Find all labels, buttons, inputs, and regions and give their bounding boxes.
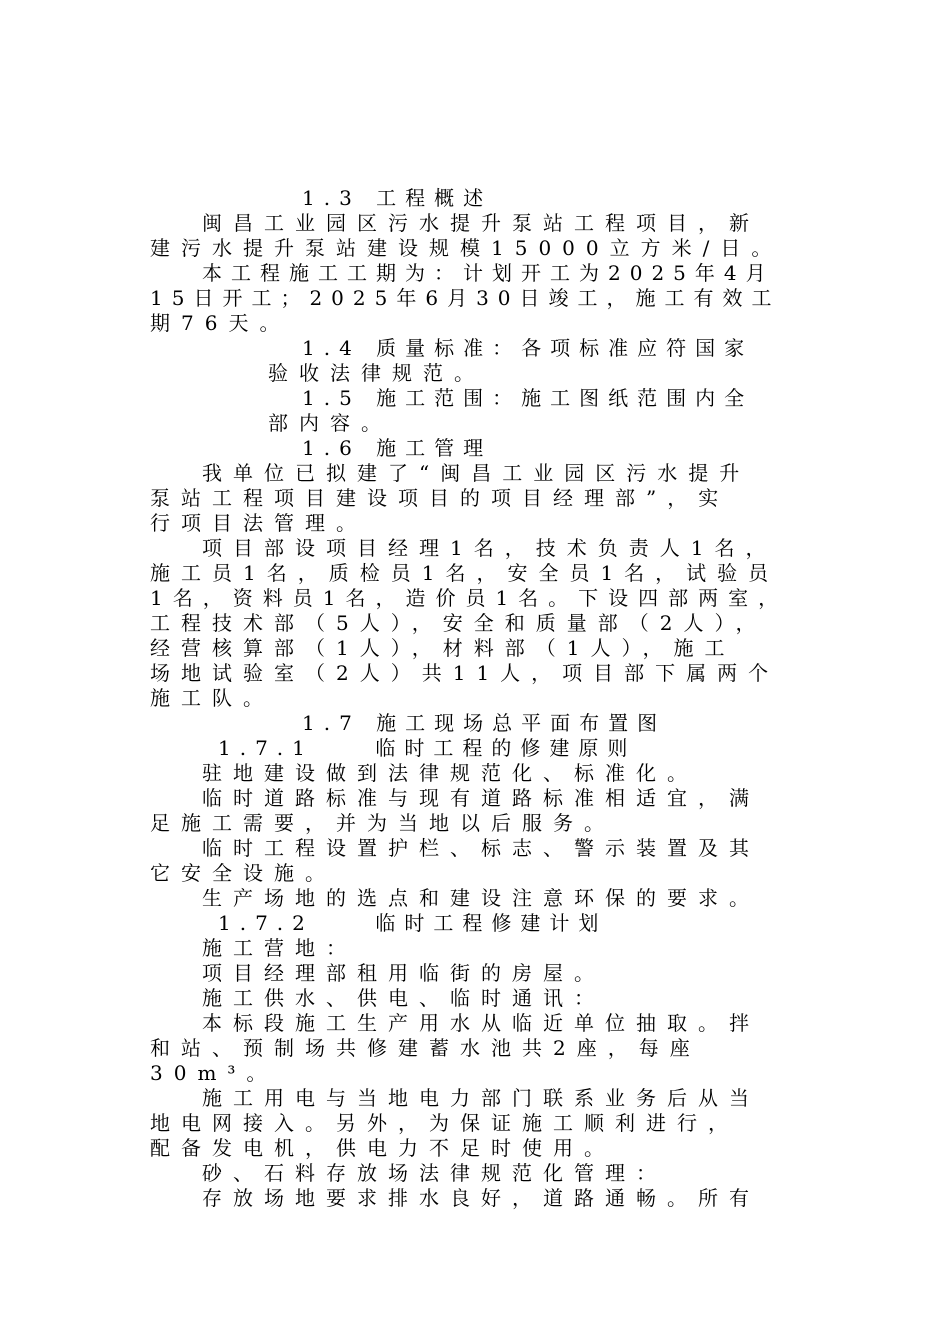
section-heading-1-4: 1.4 质量标准：各项标准应符国家	[302, 336, 754, 360]
paragraph-line: 验收法律规范。	[268, 361, 485, 385]
paragraph-line: 施工用电与当地电力部门联系业务后从当	[202, 1086, 760, 1110]
paragraph-line: 施工队。	[150, 686, 274, 710]
paragraph-line: 建污水提升泵站建设规模15000立方米/日。	[150, 236, 783, 260]
paragraph-line: 临时道路标准与现有道路标准相适宜，满	[202, 786, 760, 810]
paragraph-line: 驻地建设做到法律规范化、标准化。	[202, 761, 698, 785]
paragraph-line: 本标段施工生产用水从临近单位抽取。拌	[202, 1011, 760, 1035]
paragraph-line: 和站、预制场共修建蓄水池共2座，每座	[150, 1036, 701, 1060]
paragraph-line: 配备发电机，供电力不足时使用。	[150, 1136, 615, 1160]
paragraph-line: 施工供水、供电、临时通讯：	[202, 986, 605, 1010]
section-heading-1-5: 1.5 施工范围：施工图纸范围内全	[302, 386, 754, 410]
paragraph-line: 泵站工程项目建设项目的项目经理部”，实	[150, 486, 730, 510]
paragraph-line: 部内容。	[268, 411, 392, 435]
paragraph-line: 1名，资料员1名，造价员1名。下设四部两室，	[150, 586, 789, 610]
section-heading-1-3: 1.3 工程概述	[302, 186, 493, 210]
section-heading-1-6: 1.6 施工管理	[302, 436, 493, 460]
paragraph-line: 15日开工；2025年6月30日竣工，施工有效工	[150, 286, 781, 310]
paragraph-line: 地电网接入。另外，为保证施工顺利进行，	[150, 1111, 739, 1135]
paragraph-line: 30m³。	[150, 1061, 278, 1085]
paragraph-line: 场地试验室（2人）共11人，项目部下属两个	[150, 661, 780, 685]
paragraph-line: 施工员1名，质检员1名，安全员1名，试验员	[150, 561, 780, 585]
paragraph-line: 施工营地：	[202, 936, 357, 960]
paragraph-line: 生产场地的选点和建设注意环保的要求。	[202, 886, 760, 910]
paragraph-line: 足施工需要，并为当地以后服务。	[150, 811, 615, 835]
paragraph-line: 临时工程设置护栏、标志、警示装置及其	[202, 836, 760, 860]
paragraph-line: 它安全设施。	[150, 861, 336, 885]
paragraph-line: 我单位已拟建了“闽昌工业园区污水提升	[202, 461, 751, 485]
section-heading-1-7: 1.7 施工现场总平面布置图	[302, 711, 667, 735]
section-heading-1-7-1: 1.7.1 临时工程的修建原则	[218, 736, 637, 760]
paragraph-line: 期76天。	[150, 311, 291, 335]
paragraph-line: 砂、石料存放场法律规范化管理：	[202, 1161, 667, 1185]
paragraph-line: 本工程施工工期为：计划开工为2025年4月	[202, 261, 775, 285]
paragraph-line: 工程技术部（5人），安全和质量部（2人），	[150, 611, 767, 635]
paragraph-line: 存放场地要求排水良好，道路通畅。所有	[202, 1186, 760, 1210]
paragraph-line: 经营核算部（1人），材料部（1人），施工	[150, 636, 736, 660]
paragraph-line: 项目部设项目经理1名，技术负责人1名，	[202, 536, 777, 560]
paragraph-line: 项目经理部租用临街的房屋。	[202, 961, 605, 985]
paragraph-line: 行项目法管理。	[150, 511, 367, 535]
paragraph-line: 闽昌工业园区污水提升泵站工程项目，新	[202, 211, 760, 235]
section-heading-1-7-2: 1.7.2 临时工程修建计划	[218, 911, 608, 935]
